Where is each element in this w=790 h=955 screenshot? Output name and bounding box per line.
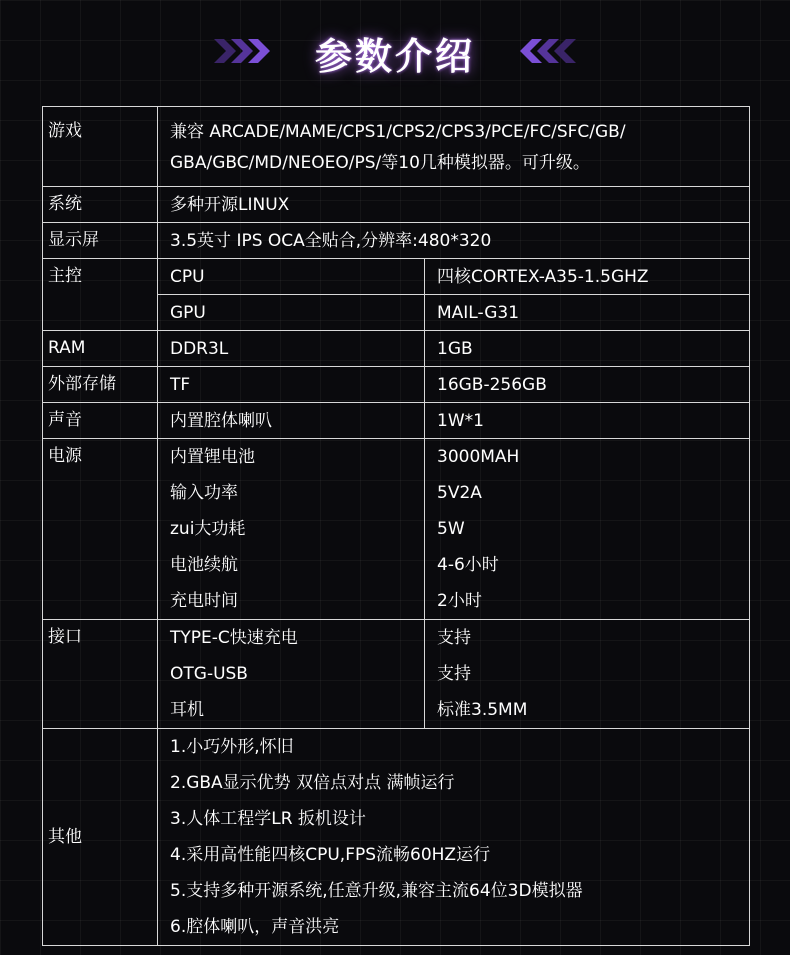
spec-category: 声音 — [43, 403, 158, 439]
spec-value: 1W*1 — [425, 403, 750, 439]
spec-value: 四核CORTEX-A35-1.5GHZ — [425, 259, 750, 295]
spec-category: RAM — [43, 331, 158, 367]
spec-values: 3000MAH 5V2A 5W 4-6小时 2小时 — [425, 439, 750, 620]
spec-category: 主控 — [43, 259, 158, 331]
spec-value: MAIL-G31 — [425, 295, 750, 331]
spec-category: 显示屏 — [43, 223, 158, 259]
list-item: 1.小巧外形,怀旧 — [170, 737, 294, 757]
spec-keys: TYPE-C快速充电 OTG-USB 耳机 — [158, 620, 425, 729]
spec-key: DDR3L — [158, 331, 425, 367]
page-title: 参数介绍 — [315, 35, 475, 78]
list-item: 6.腔体喇叭，声音洪亮 — [170, 917, 340, 937]
spec-row-game — [43, 107, 750, 187]
spec-row-sound — [43, 403, 750, 439]
spec-category: 系统 — [43, 187, 158, 223]
spec-row-power — [43, 439, 750, 620]
spec-key: 内置腔体喇叭 — [158, 403, 425, 439]
spec-category: 电源 — [43, 439, 158, 620]
spec-row-ram — [43, 331, 750, 367]
header — [0, 0, 790, 105]
spec-category: 游戏 — [43, 107, 158, 187]
spec-key: CPU — [158, 259, 425, 295]
spec-keys: 内置锂电池 输入功率 zui大功耗 电池续航 充电时间 — [158, 439, 425, 620]
spec-value: 16GB-256GB — [425, 367, 750, 403]
spec-key: TF — [158, 367, 425, 403]
list-item: 2.GBA显示优势 双倍点对点 满帧运行 — [170, 773, 455, 793]
spec-key: GPU — [158, 295, 425, 331]
spec-category: 外部存储 — [43, 367, 158, 403]
spec-value: 1GB — [425, 331, 750, 367]
spec-values: 支持 支持 标准3.5MM — [425, 620, 750, 729]
spec-list — [158, 729, 750, 946]
spec-category: 接口 — [43, 620, 158, 729]
chevrons-left-icon — [518, 36, 578, 66]
spec-row-storage — [43, 367, 750, 403]
spec-category: 其他 — [43, 729, 158, 946]
spec-row-display — [43, 223, 750, 259]
list-item: 4.采用高性能四核CPU,FPS流畅60HZ运行 — [170, 845, 491, 865]
spec-table — [42, 106, 750, 946]
spec-row-system — [43, 187, 750, 223]
spec-row-main-control — [43, 259, 750, 295]
spec-value: 3.5英寸 IPS OCA全贴合,分辨率:480*320 — [158, 223, 750, 259]
list-item: 3.人体工程学LR 扳机设计 — [170, 809, 366, 829]
spec-row-ports — [43, 620, 750, 729]
spec-row-other — [43, 729, 750, 946]
spec-value: 兼容 ARCADE/MAME/CPS1/CPS2/CPS3/PCE/FC/SFC/GB/ GBA/GBC/MD/NEOEO/PS/等10几种模拟器。可升级。 — [158, 107, 750, 187]
list-item: 5.支持多种开源系统,任意升级,兼容主流64位3D模拟器 — [170, 881, 583, 901]
spec-value: 多种开源LINUX — [158, 187, 750, 223]
